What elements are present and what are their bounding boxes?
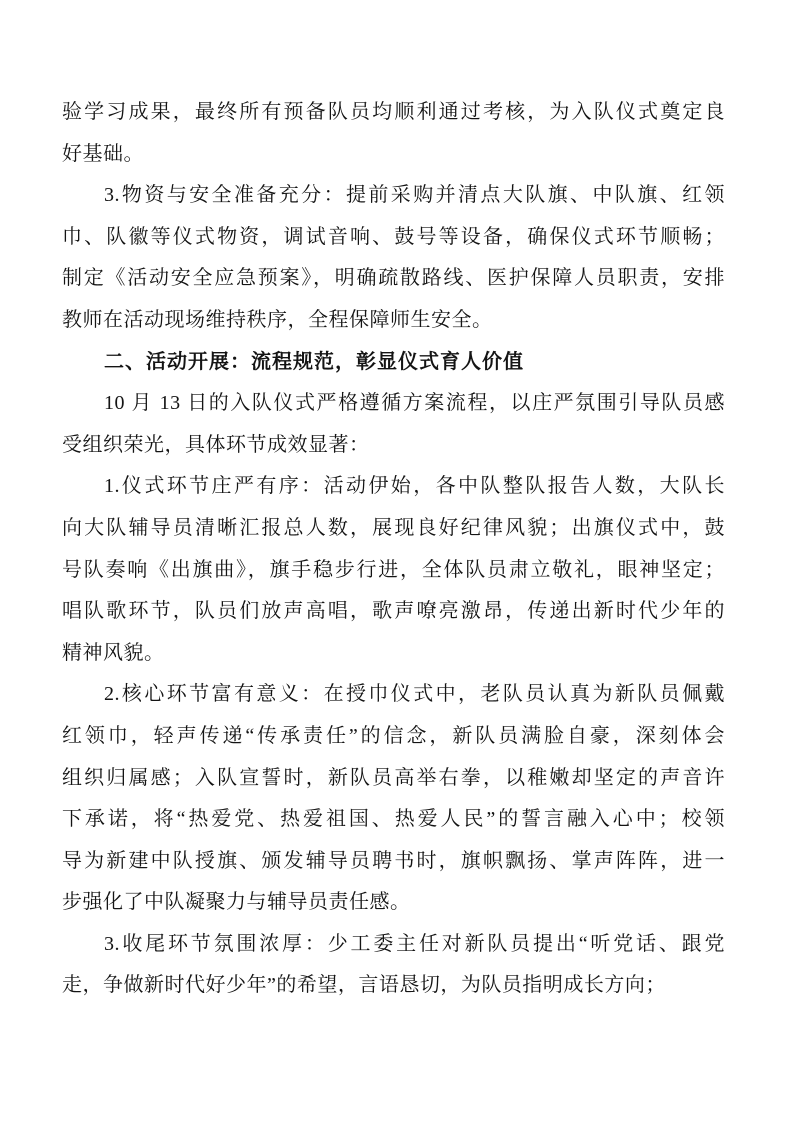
section-heading: 二、活动开展：流程规范，彰显仪式育人价值 (104, 350, 524, 373)
doc-line: 红领巾，轻声传递“传承责任”的信念，新队员满脸自豪，深刻体会 (62, 724, 725, 747)
paragraph (62, 383, 725, 466)
doc-line: 1.仪式环节庄严有序：活动伊始，各中队整队报告人数，大队长 (104, 475, 725, 498)
doc-line: 10 月 13 日的入队仪式严格遵循方案流程，以庄严氛围引导队员感 (104, 392, 725, 415)
doc-line: 向大队辅导员清晰汇报总人数，展现良好纪律风貌；出旗仪式中，鼓 (62, 516, 725, 539)
doc-line: 3.收尾环节氛围浓厚：少工委主任对新队员提出“听党话、跟党 (104, 932, 725, 955)
paragraph (62, 466, 725, 674)
paragraph (62, 175, 725, 341)
doc-line: 好基础。 (62, 142, 144, 165)
doc-line: 2.核心环节富有意义：在授巾仪式中，老队员认真为新队员佩戴 (104, 683, 725, 706)
doc-line: 号队奏响《出旗曲》，旗手稳步行进，全体队员肃立敬礼，眼神坚定； (62, 558, 725, 581)
doc-line: 导为新建中队授旗、颁发辅导员聘书时，旗帜飘扬、掌声阵阵，进一 (62, 849, 725, 872)
paragraph (62, 92, 725, 175)
section (62, 342, 725, 384)
paragraph (62, 924, 725, 1007)
document-text-block (62, 92, 725, 1007)
doc-line: 巾、队徽等仪式物资，调试音响、鼓号等设备，确保仪式环节顺畅； (62, 225, 725, 248)
doc-line: 唱队歌环节，队员们放声高唱，歌声嘹亮激昂，传递出新时代少年的 (62, 600, 725, 623)
doc-line: 精神风貌。 (62, 641, 165, 664)
doc-line: 走，争做新时代好少年”的希望，言语恳切，为队员指明成长方向； (62, 974, 666, 997)
doc-line: 制定《活动安全应急预案》，明确疏散路线、医护保障人员职责，安排 (62, 267, 725, 290)
doc-line: 3.物资与安全准备充分：提前采购并清点大队旗、中队旗、红领 (104, 184, 725, 207)
doc-line: 步强化了中队凝聚力与辅导员责任感。 (62, 891, 411, 914)
doc-line: 教师在活动现场维持秩序，全程保障师生安全。 (62, 308, 493, 331)
doc-line: 下承诺，将“热爱党、热爱祖国、热爱人民”的誓言融入心中；校领 (62, 808, 725, 831)
doc-line: 验学习成果，最终所有预备队员均顺利通过考核，为入队仪式奠定良 (62, 101, 725, 123)
paragraph (62, 674, 725, 924)
doc-line: 组织归属感；入队宣誓时，新队员高举右拳，以稚嫩却坚定的声音许 (62, 766, 725, 789)
doc-line: 受组织荣光，具体环节成效显著： (62, 433, 370, 456)
